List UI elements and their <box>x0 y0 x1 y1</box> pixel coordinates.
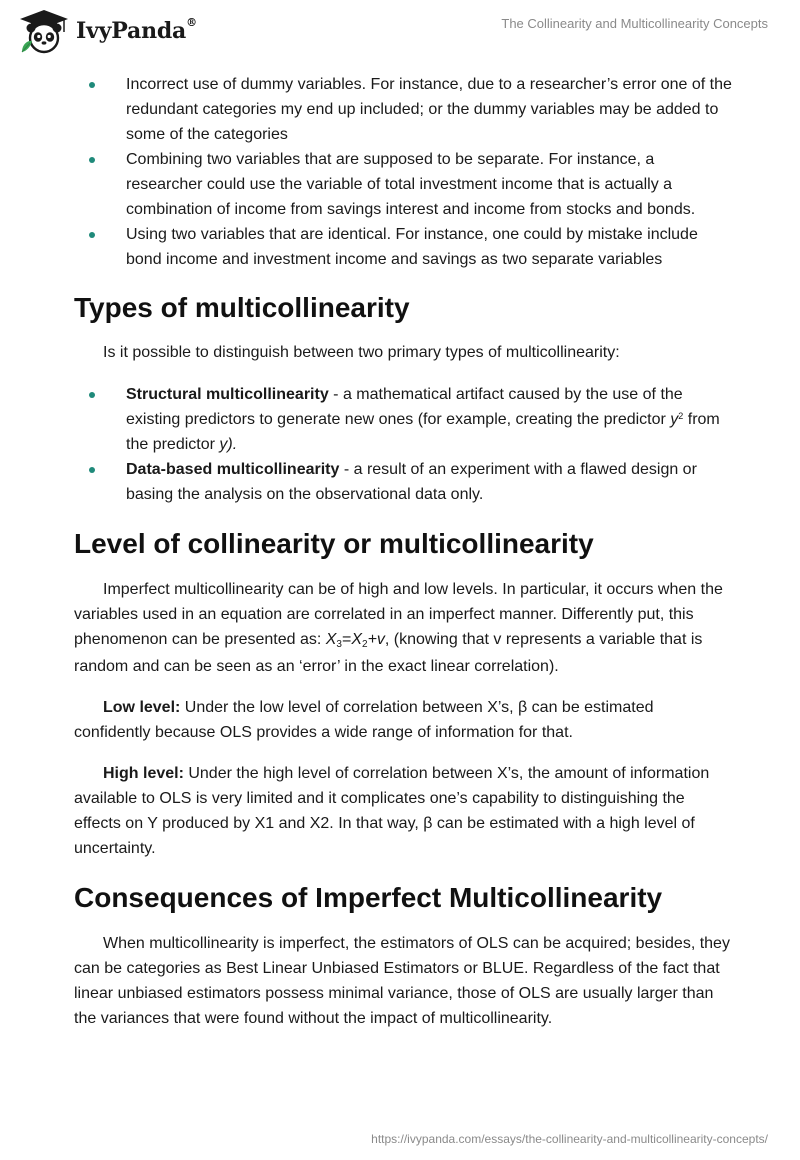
types-bullet-list <box>74 382 734 507</box>
panda-graduate-icon <box>16 8 72 54</box>
bullet-dot-icon <box>89 467 95 473</box>
section-heading-types: Types of multicollinearity <box>74 292 410 323</box>
bullet-dot-icon <box>89 232 95 238</box>
page-header <box>0 0 800 60</box>
bullet-dot-icon <box>89 157 95 163</box>
level-paragraph: Imperfect multicollinearity can be of high and low levels. In particular, it occurs when the variables used in an equation are correlated in an imperfect manner. Differently put, this phenomenon can be presented as: X3=X2+v, (knowing that v represents a variable that is random and can be seen as an ‘error’ in the exact linear correlation). <box>74 581 723 675</box>
types-intro: Is it possible to distinguish between two primary types of multicollinearity: <box>103 344 620 361</box>
list-item: Data-based multicollinearity - a result of an experiment with a flawed design or basing the analysis on the observational data only. <box>74 457 734 507</box>
bullet-dot-icon <box>89 392 95 398</box>
consequences-paragraph: When multicollinearity is imperfect, the estimators of OLS can be acquired; besides, they can be categories as Best Linear Unbiased Estimators or BLUE. Regardless of the fact that linear unbiased estimators possess minimal variance, those of OLS are usually larger than the variances that were found without the impact of multicollinearity. <box>74 935 730 1027</box>
section-heading-level: Level of collinearity or multicollinearity <box>74 528 594 559</box>
ivypanda-logo[interactable] <box>16 8 197 54</box>
footer-url-link[interactable]: https://ivypanda.com/essays/the-collinearity-and-multicollinearity-concepts/ <box>371 1132 768 1146</box>
brand-name: IvyPanda® <box>76 16 197 44</box>
intro-bullet-list <box>74 72 734 272</box>
list-item: Incorrect use of dummy variables. For instance, due to a researcher’s error one of the redundant categories my end up included; or the dummy variables may be added to some of the categories <box>74 72 734 147</box>
list-item: Structural multicollinearity - a mathematical artifact caused by the use of the existing predictors to generate new ones (for example, creating the predictor $y^2$ from the predictor y). <box>74 382 734 457</box>
section-heading-consequences: Consequences of Imperfect Multicollinearity <box>74 882 663 913</box>
structural-term: Structural multicollinearity <box>126 386 329 403</box>
low-level-paragraph: Low level: Under the low level of correlation between X’s, β can be estimated confidently because OLS provides a wide range of information for that. <box>74 699 654 741</box>
high-level-paragraph: High level: Under the high level of correlation between X’s, the amount of information available to OLS is very limited and it complicates one’s capability to distinguishing the effects on Y produced by X1 and X2. In that way, β can be estimated with a high level of uncertainty. <box>74 765 710 857</box>
data-based-term: Data-based multicollinearity <box>126 461 340 478</box>
article-body <box>74 72 734 1031</box>
document-title: The Collinearity and Multicollinearity Concepts <box>501 16 768 31</box>
bullet-dot-icon <box>89 82 95 88</box>
list-item: Combining two variables that are supposed to be separate. For instance, a researcher could use the variable of total investment income that is actually a combination of income from savings interest and income from stocks and bonds. <box>74 147 734 222</box>
list-item: Using two variables that are identical. For instance, one could by mistake include bond income and investment income and savings as two separate variables <box>74 222 734 272</box>
